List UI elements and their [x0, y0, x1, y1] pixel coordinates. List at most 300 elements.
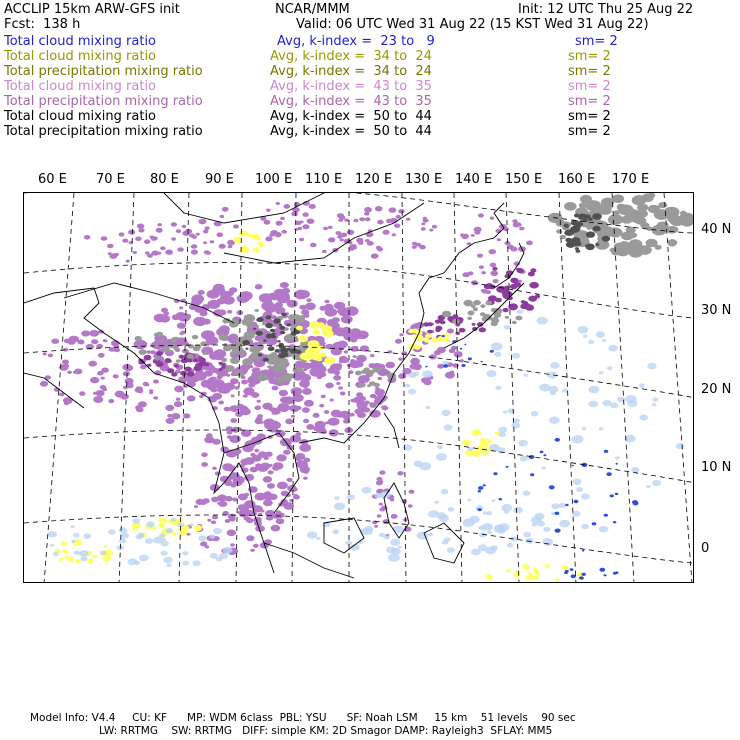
mid-cloud-area	[317, 322, 324, 327]
cloud-mixing-ratio-area	[462, 272, 469, 277]
cloud-mixing-ratio-area	[203, 241, 207, 244]
field-smoothing: sm= 2	[568, 49, 611, 64]
cloud-mixing-ratio-area	[147, 254, 153, 258]
low-cloud-area	[524, 374, 529, 377]
mid-cloud-area	[485, 439, 491, 443]
high-cloud-area	[277, 340, 280, 342]
low-cloud-area	[514, 418, 520, 422]
precip-mixing-ratio-area	[221, 363, 226, 366]
cloud-mixing-ratio-area	[386, 219, 392, 223]
cloud-mixing-ratio-area	[178, 313, 190, 322]
cloud-mixing-ratio-area	[328, 418, 340, 426]
mid-cloud-area	[481, 451, 486, 454]
mid-cloud-area	[307, 349, 319, 357]
cloud-mixing-ratio-area	[268, 470, 274, 474]
high-cloud-area	[295, 367, 303, 373]
mid-cloud-area	[445, 333, 451, 337]
cloud-mixing-ratio-area	[277, 512, 285, 518]
mid-cloud-area	[92, 555, 97, 559]
cloud-mixing-ratio-area	[364, 212, 369, 216]
mid-cloud-area	[63, 542, 68, 545]
cloud-mixing-ratio-area	[277, 482, 288, 490]
cloud-mixing-ratio-area	[394, 224, 400, 228]
low-cloud-area	[442, 410, 451, 416]
high-cloud-area	[257, 317, 264, 322]
cloud-mixing-ratio-area	[176, 398, 181, 401]
cloud-mixing-ratio-area	[272, 386, 279, 391]
cloud-mixing-ratio-area	[319, 404, 324, 408]
cloud-mixing-ratio-area	[419, 245, 426, 250]
cloud-mixing-ratio-area	[243, 394, 248, 398]
high-cloud-area	[174, 347, 178, 350]
cloud-mixing-ratio-area	[126, 260, 130, 263]
cloud-mixing-ratio-area	[265, 305, 276, 313]
low-cloud-area	[167, 564, 172, 568]
cloud-mixing-ratio-area	[218, 310, 227, 316]
cloud-mixing-ratio-area	[299, 444, 311, 452]
low-cloud-area	[219, 553, 228, 560]
cloud-mixing-ratio-area	[230, 543, 235, 546]
cloud-mixing-ratio-area	[217, 232, 224, 237]
mid-cloud-area	[471, 429, 481, 436]
low-cloud-area	[582, 427, 587, 431]
cloud-mixing-ratio-area	[337, 235, 342, 239]
field-smoothing: sm= 2	[568, 109, 611, 124]
low-cloud-area	[539, 384, 550, 392]
cloud-mixing-ratio-area	[211, 521, 216, 525]
cloud-mixing-ratio-area	[43, 352, 47, 355]
low-cloud-area	[80, 556, 87, 561]
low-cloud-area	[572, 435, 584, 443]
field-smoothing: sm= 2	[568, 94, 611, 109]
low-cloud-area	[499, 498, 502, 500]
cloud-mixing-ratio-area	[255, 284, 263, 289]
low-cloud-area	[497, 525, 502, 528]
cloud-mixing-ratio-area	[445, 372, 455, 379]
cloud-mixing-ratio-area	[191, 244, 197, 249]
low-cloud-area	[551, 503, 559, 509]
high-cloud-area	[273, 318, 281, 323]
low-cloud-area	[443, 364, 448, 367]
low-cloud-area	[79, 550, 89, 557]
low-cloud-area	[581, 493, 590, 499]
cloud-mixing-ratio-area	[490, 217, 494, 220]
high-cloud-area	[176, 359, 181, 363]
low-cloud-area	[408, 389, 416, 395]
cloud-mixing-ratio-area	[101, 236, 108, 241]
low-cloud-area	[491, 499, 495, 502]
cloud-mixing-ratio-area	[229, 287, 237, 293]
high-cloud-area	[221, 358, 227, 362]
longitude-label: 120 E	[355, 172, 393, 187]
precip-mixing-ratio-area	[427, 322, 433, 326]
low-cloud-area	[588, 386, 599, 394]
cloud-mixing-ratio-area	[489, 249, 497, 254]
mid-cloud-area	[87, 559, 94, 564]
cloud-mixing-ratio-area	[304, 386, 308, 389]
high-cloud-area	[640, 222, 649, 228]
mid-cloud-area	[526, 575, 534, 580]
low-cloud-area	[613, 521, 616, 523]
low-cloud-area	[425, 366, 427, 368]
cloud-mixing-ratio-area	[187, 381, 196, 388]
cloud-mixing-ratio-area	[390, 498, 394, 501]
cloud-mixing-ratio-area	[244, 368, 248, 371]
forecast-hour: Fcst: 138 h	[4, 17, 81, 32]
cloud-mixing-ratio-area	[192, 235, 197, 239]
cloud-mixing-ratio-area	[263, 493, 274, 501]
cloud-mixing-ratio-area	[395, 339, 402, 344]
cloud-mixing-ratio-area	[358, 375, 370, 383]
cloud-mixing-ratio-area	[265, 452, 273, 457]
low-cloud-area	[223, 547, 233, 554]
mid-cloud-area	[462, 440, 471, 446]
field-name: Total precipitation mixing ratio	[4, 94, 203, 109]
cloud-mixing-ratio-area	[358, 241, 363, 245]
low-cloud-area	[460, 348, 462, 350]
cloud-mixing-ratio-area	[264, 456, 269, 460]
high-cloud-area	[632, 195, 647, 205]
mid-cloud-area	[513, 572, 521, 577]
low-cloud-area	[576, 487, 583, 492]
cloud-mixing-ratio-area	[323, 227, 328, 231]
cloud-mixing-ratio-area	[174, 386, 184, 393]
cloud-mixing-ratio-area	[144, 239, 150, 244]
high-cloud-area	[275, 349, 280, 353]
low-cloud-area	[448, 507, 454, 512]
cloud-mixing-ratio-area	[322, 250, 327, 253]
cloud-mixing-ratio-area	[295, 453, 305, 460]
mid-cloud-area	[322, 329, 333, 337]
latitude-label: 0	[701, 541, 710, 556]
mid-cloud-area	[486, 575, 493, 580]
low-cloud-area	[71, 540, 76, 543]
low-cloud-area	[570, 568, 574, 571]
cloud-mixing-ratio-area	[115, 391, 125, 398]
cloud-mixing-ratio-area	[227, 310, 232, 314]
cloud-mixing-ratio-area	[303, 419, 309, 423]
cloud-mixing-ratio-area	[283, 204, 290, 209]
low-cloud-area	[494, 352, 501, 357]
low-cloud-area	[192, 560, 200, 566]
low-cloud-area	[652, 397, 658, 401]
precip-mixing-ratio-area	[516, 268, 523, 273]
low-cloud-area	[523, 491, 530, 496]
low-cloud-area	[513, 507, 523, 514]
cloud-mixing-ratio-area	[344, 219, 349, 222]
field-name: Total precipitation mixing ratio	[4, 64, 203, 79]
cloud-mixing-ratio-area	[206, 433, 213, 438]
high-cloud-area	[571, 237, 580, 243]
map-title: ACCLIP 15km ARW-GFS init	[4, 2, 180, 17]
low-cloud-area	[652, 480, 661, 486]
cloud-mixing-ratio-area	[152, 236, 158, 240]
field-name: Total cloud mixing ratio	[4, 49, 157, 64]
cloud-mixing-ratio-area	[353, 355, 357, 358]
high-cloud-area	[203, 352, 207, 355]
cloud-mixing-ratio-area	[299, 305, 306, 310]
cloud-mixing-ratio-area	[273, 298, 277, 301]
high-cloud-area	[556, 229, 562, 233]
low-cloud-area	[393, 526, 404, 534]
low-cloud-area	[535, 513, 545, 520]
mid-cloud-area	[431, 338, 438, 343]
cloud-mixing-ratio-area	[165, 405, 174, 411]
high-cloud-area	[281, 313, 286, 317]
precip-mixing-ratio-area	[530, 268, 536, 272]
field-k-index: Avg, k-index = 23 to 9	[277, 34, 435, 49]
cloud-mixing-ratio-area	[163, 312, 169, 316]
cloud-mixing-ratio-area	[232, 498, 238, 502]
cloud-mixing-ratio-area	[471, 234, 475, 237]
cloud-mixing-ratio-area	[298, 461, 309, 468]
low-cloud-area	[478, 490, 481, 492]
cloud-mixing-ratio-area	[101, 377, 105, 380]
cloud-mixing-ratio-area	[246, 535, 254, 541]
low-cloud-area	[487, 370, 497, 377]
field-k-index: Avg, k-index = 50 to 44	[270, 124, 432, 139]
cloud-mixing-ratio-area	[493, 279, 499, 283]
cloud-mixing-ratio-area	[449, 349, 455, 353]
longitude-label: 80 E	[150, 172, 179, 187]
high-cloud-area	[156, 332, 163, 337]
low-cloud-area	[581, 524, 589, 529]
precip-mixing-ratio-area	[222, 366, 226, 369]
low-cloud-area	[504, 325, 511, 330]
cloud-mixing-ratio-area	[149, 391, 153, 394]
cloud-mixing-ratio-area	[98, 353, 105, 358]
cloud-mixing-ratio-area	[207, 519, 211, 522]
low-cloud-area	[471, 549, 481, 556]
precip-mixing-ratio-area	[193, 358, 198, 362]
high-cloud-area	[574, 225, 581, 230]
low-cloud-area	[444, 425, 453, 431]
cloud-mixing-ratio-area	[257, 400, 261, 403]
cloud-mixing-ratio-area	[218, 401, 224, 405]
cloud-mixing-ratio-area	[490, 263, 497, 268]
low-cloud-area	[491, 342, 503, 350]
high-cloud-area	[187, 354, 194, 359]
mid-cloud-area	[320, 353, 327, 358]
cloud-mixing-ratio-area	[378, 377, 383, 380]
cloud-mixing-ratio-area	[409, 490, 415, 494]
cloud-mixing-ratio-area	[128, 230, 135, 235]
cloud-mixing-ratio-area	[273, 462, 284, 470]
cloud-mixing-ratio-area	[223, 383, 230, 388]
low-cloud-area	[530, 473, 534, 476]
low-cloud-area	[388, 554, 400, 562]
cloud-mixing-ratio-area	[291, 387, 303, 395]
cloud-mixing-ratio-area	[432, 225, 437, 229]
low-cloud-area	[384, 535, 390, 539]
cloud-mixing-ratio-area	[280, 217, 285, 220]
cloud-mixing-ratio-area	[313, 413, 320, 418]
low-cloud-area	[442, 335, 445, 337]
cloud-mixing-ratio-area	[325, 383, 333, 389]
cloud-mixing-ratio-area	[408, 504, 413, 508]
mid-cloud-area	[253, 248, 260, 253]
cloud-mixing-ratio-area	[230, 378, 239, 384]
cloud-mixing-ratio-area	[302, 224, 309, 229]
cloud-mixing-ratio-area	[259, 421, 263, 424]
cloud-mixing-ratio-area	[191, 250, 198, 255]
low-cloud-area	[550, 362, 560, 369]
longitude-label: 110 E	[305, 172, 343, 187]
cloud-mixing-ratio-area	[174, 401, 183, 407]
cloud-mixing-ratio-area	[123, 371, 130, 376]
cloud-mixing-ratio-area	[201, 501, 207, 505]
high-cloud-area	[657, 222, 669, 230]
field-name: Total cloud mixing ratio	[4, 109, 157, 124]
precip-mixing-ratio-area	[510, 278, 518, 284]
low-cloud-area	[436, 453, 447, 461]
cloud-mixing-ratio-area	[222, 207, 229, 212]
cloud-mixing-ratio-area	[159, 315, 170, 323]
cloud-mixing-ratio-area	[304, 470, 309, 474]
low-cloud-area	[74, 551, 80, 555]
cloud-mixing-ratio-area	[62, 360, 69, 365]
high-cloud-area	[505, 316, 509, 319]
cloud-mixing-ratio-area	[88, 361, 97, 367]
longitude-label: 70 E	[96, 172, 125, 187]
cloud-mixing-ratio-area	[379, 470, 385, 474]
cloud-mixing-ratio-area	[233, 224, 239, 228]
cloud-mixing-ratio-area	[513, 222, 521, 227]
low-cloud-area	[517, 310, 524, 315]
low-cloud-area	[523, 532, 531, 538]
precip-mixing-ratio-area	[528, 296, 537, 302]
low-cloud-area	[606, 472, 611, 476]
cloud-mixing-ratio-area	[212, 288, 217, 292]
cloud-mixing-ratio-area	[183, 413, 190, 418]
cloud-mixing-ratio-area	[217, 502, 221, 505]
cloud-mixing-ratio-area	[265, 236, 272, 241]
low-cloud-area	[582, 573, 586, 576]
low-cloud-area	[347, 494, 355, 500]
precip-mixing-ratio-area	[179, 355, 185, 359]
low-cloud-area	[615, 571, 619, 574]
cloud-mixing-ratio-area	[237, 294, 250, 303]
field-smoothing: sm= 2	[568, 64, 611, 79]
high-cloud-area	[564, 225, 569, 228]
low-cloud-area	[153, 537, 163, 544]
low-cloud-area	[646, 485, 650, 488]
high-cloud-area	[480, 312, 486, 316]
precip-mixing-ratio-area	[180, 371, 187, 376]
cloud-mixing-ratio-area	[481, 271, 486, 274]
longitude-label: 140 E	[455, 172, 493, 187]
high-cloud-area	[480, 304, 485, 308]
high-cloud-area	[380, 368, 383, 370]
high-cloud-area	[272, 365, 279, 370]
low-cloud-area	[136, 534, 143, 539]
cloud-mixing-ratio-area	[212, 515, 218, 519]
high-cloud-area	[246, 323, 253, 328]
coastline	[384, 413, 399, 448]
low-cloud-area	[604, 514, 608, 517]
high-cloud-area	[287, 323, 291, 326]
low-cloud-area	[510, 536, 517, 541]
cloud-mixing-ratio-area	[235, 411, 243, 417]
cloud-mixing-ratio-area	[202, 319, 210, 325]
cloud-mixing-ratio-area	[252, 367, 261, 373]
cloud-mixing-ratio-area	[145, 383, 150, 386]
low-cloud-area	[537, 317, 548, 325]
cloud-mixing-ratio-area	[68, 340, 75, 345]
high-cloud-area	[452, 319, 459, 324]
high-cloud-area	[253, 328, 256, 330]
cloud-mixing-ratio-area	[369, 402, 374, 406]
cloud-mixing-ratio-area	[171, 222, 177, 226]
high-cloud-area	[244, 314, 256, 322]
cloud-mixing-ratio-area	[255, 463, 262, 468]
high-cloud-area	[361, 370, 367, 374]
field-smoothing: sm= 2	[568, 124, 611, 139]
precip-mixing-ratio-area	[167, 359, 172, 363]
cloud-mixing-ratio-area	[364, 207, 372, 213]
latitude-label: 20 N	[701, 382, 732, 397]
cloud-mixing-ratio-area	[253, 544, 259, 548]
mid-cloud-area	[233, 237, 242, 244]
cloud-mixing-ratio-area	[67, 371, 72, 374]
low-cloud-area	[50, 544, 54, 547]
cloud-mixing-ratio-area	[370, 354, 375, 357]
cloud-mixing-ratio-area	[229, 334, 238, 341]
mid-cloud-area	[296, 326, 303, 331]
cloud-mixing-ratio-area	[429, 229, 433, 232]
cloud-mixing-ratio-area	[171, 413, 180, 419]
latitude-label: 30 N	[701, 303, 732, 318]
low-cloud-area	[412, 371, 419, 376]
low-cloud-area	[468, 357, 472, 360]
valid-time: Valid: 06 UTC Wed 31 Aug 22 (15 KST Wed 31 Aug 22)	[296, 17, 649, 32]
cloud-mixing-ratio-area	[81, 330, 90, 336]
cloud-mixing-ratio-area	[391, 514, 398, 519]
high-cloud-area	[654, 209, 669, 220]
low-cloud-area	[390, 539, 400, 546]
low-cloud-area	[631, 467, 639, 473]
cloud-mixing-ratio-area	[167, 414, 172, 418]
longitude-label: 150 E	[505, 172, 543, 187]
model-info: Model Info: V4.4 CU: KF MP: WDM 6class PBL: YSU SF: Noah LSM 15 km 51 levels 90 sec	[30, 712, 576, 724]
high-cloud-area	[266, 315, 272, 319]
cloud-mixing-ratio-area	[287, 478, 293, 482]
cloud-mixing-ratio-area	[122, 239, 128, 243]
precip-mixing-ratio-area	[156, 361, 164, 366]
low-cloud-area	[501, 504, 512, 512]
high-cloud-area	[471, 304, 476, 308]
cloud-mixing-ratio-area	[185, 229, 192, 234]
cloud-mixing-ratio-area	[203, 230, 209, 234]
precip-mixing-ratio-area	[187, 371, 195, 376]
low-cloud-area	[498, 432, 506, 437]
low-cloud-area	[316, 537, 321, 540]
field-k-index: Avg, k-index = 43 to 35	[270, 79, 432, 94]
high-cloud-area	[667, 239, 677, 246]
init-time: Init: 12 UTC Thu 25 Aug 22	[518, 2, 694, 17]
high-cloud-area	[270, 329, 275, 333]
field-k-index: Avg, k-index = 34 to 24	[270, 64, 432, 79]
low-cloud-area	[579, 576, 584, 579]
cloud-mixing-ratio-area	[276, 221, 283, 226]
low-cloud-area	[464, 344, 466, 345]
low-cloud-area	[447, 547, 455, 553]
cloud-mixing-ratio-area	[341, 358, 348, 363]
cloud-mixing-ratio-area	[280, 282, 289, 288]
cloud-mixing-ratio-area	[321, 395, 326, 399]
cloud-mixing-ratio-area	[364, 401, 370, 405]
cloud-mixing-ratio-area	[325, 421, 330, 424]
